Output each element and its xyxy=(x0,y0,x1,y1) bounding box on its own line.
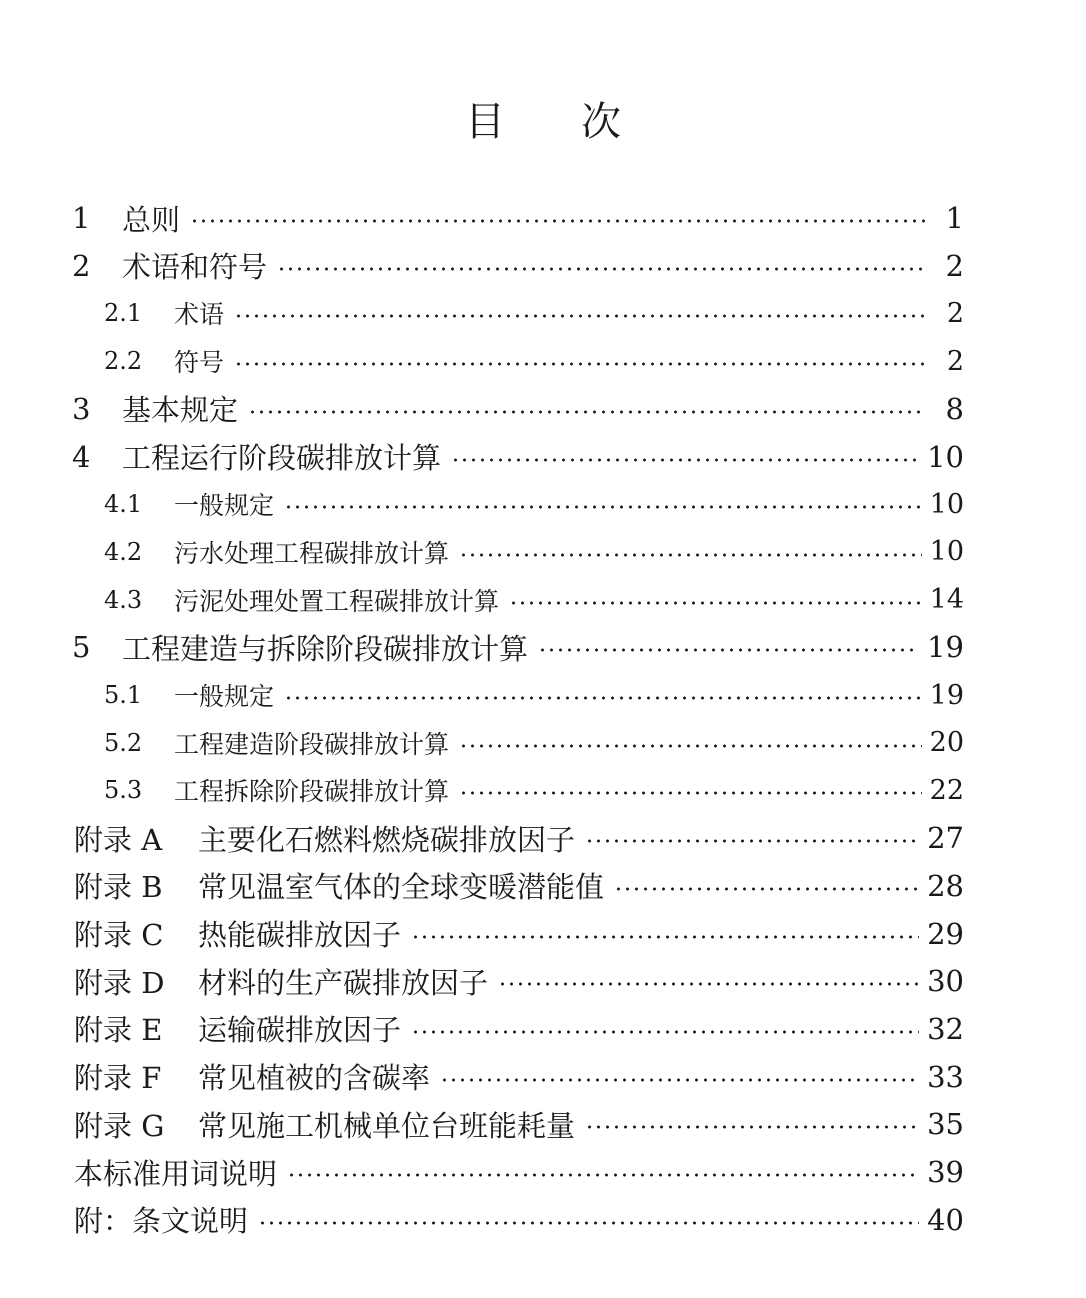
toc-entry-page: 19 xyxy=(927,630,964,665)
toc-entry-label: 常见温室气体的全球变暖潜能值 xyxy=(198,870,605,905)
toc-dot-leader xyxy=(459,744,922,748)
toc-entry[interactable] xyxy=(104,530,964,574)
toc-entry-page: 28 xyxy=(927,868,964,903)
toc-entry-number: 5 xyxy=(72,630,91,665)
toc-entry-label: 附：条文说明 xyxy=(74,1204,249,1239)
toc-entry-page: 29 xyxy=(927,916,964,951)
toc-dot-leader xyxy=(585,1125,919,1129)
toc-entry-number: 附录 F xyxy=(74,1061,162,1096)
toc-entry-label: 常见施工机械单位台班能耗量 xyxy=(198,1108,576,1143)
toc-dot-leader xyxy=(284,505,922,509)
toc-entry[interactable] xyxy=(72,387,964,431)
toc-entry[interactable] xyxy=(72,196,964,240)
toc-entry-label: 总则 xyxy=(122,202,181,237)
toc-entry-number: 5.2 xyxy=(104,728,143,757)
toc-entry-page: 35 xyxy=(927,1107,964,1142)
toc-entry-number: 5.3 xyxy=(104,776,143,805)
toc-entry-label: 符号 xyxy=(174,348,225,378)
page-title xyxy=(0,96,1086,148)
toc-entry-label: 一般规定 xyxy=(174,682,275,711)
toc-entry-number: 1 xyxy=(72,201,91,235)
toc-entry[interactable] xyxy=(104,721,964,765)
toc-entry-page: 22 xyxy=(929,774,964,806)
toc-entry[interactable] xyxy=(104,768,964,812)
toc-entry-label: 术语 xyxy=(174,300,225,330)
toc-dot-leader xyxy=(451,458,919,462)
toc-entry-page: 39 xyxy=(927,1155,964,1189)
toc-dot-leader xyxy=(411,1030,919,1034)
toc-entry-page: 32 xyxy=(927,1011,964,1046)
toc-dot-leader xyxy=(248,410,926,414)
toc-entry[interactable] xyxy=(74,1198,964,1242)
toc-entry[interactable] xyxy=(74,959,964,1003)
toc-entry-label: 本标准用词说明 xyxy=(74,1156,278,1191)
toc-entry-page: 14 xyxy=(929,584,964,616)
toc-entry-number: 附录 G xyxy=(74,1108,165,1143)
toc-entry-label: 工程运行阶段碳排放计算 xyxy=(122,441,442,475)
toc-entry[interactable] xyxy=(104,578,964,622)
toc-entry[interactable] xyxy=(72,435,964,479)
toc-entry-page: 10 xyxy=(929,536,964,568)
toc-entry-label: 污水处理工程碳排放计算 xyxy=(174,538,450,568)
toc-entry-number: 4.1 xyxy=(104,490,143,519)
toc-entry-number: 附录 A xyxy=(74,822,163,857)
toc-entry-label: 材料的生产碳排放因子 xyxy=(198,965,489,1000)
toc-entry-number: 附录 D xyxy=(74,965,165,1000)
toc-dot-leader xyxy=(614,887,919,891)
toc-entry-number: 2.2 xyxy=(104,347,143,376)
toc-entry[interactable] xyxy=(104,482,964,526)
toc-entry-page: 2 xyxy=(945,248,964,283)
toc-entry-number: 4 xyxy=(72,439,91,474)
toc-entry-page: 20 xyxy=(929,727,964,759)
toc-entry-page: 8 xyxy=(945,391,964,426)
toc-entry-label: 工程建造阶段碳排放计算 xyxy=(174,729,450,759)
toc-entry-page: 33 xyxy=(927,1059,964,1094)
toc-entry-label: 术语和符号 xyxy=(122,250,268,285)
toc-dot-leader xyxy=(287,1173,919,1177)
toc-entry[interactable] xyxy=(74,1102,964,1146)
toc-entry[interactable] xyxy=(74,816,964,860)
toc-entry-page: 2 xyxy=(946,297,964,329)
toc-entry-page: 10 xyxy=(927,439,964,474)
toc-entry-number: 2 xyxy=(72,248,91,283)
toc-entry-label: 基本规定 xyxy=(122,393,239,428)
toc-entry-number: 3 xyxy=(72,391,91,426)
toc-entry-number: 4.2 xyxy=(104,537,143,566)
toc-entry-label: 运输碳排放因子 xyxy=(198,1013,402,1048)
toc-entry-label: 污泥处理处置工程碳排放计算 xyxy=(174,586,500,616)
toc-entry[interactable] xyxy=(74,864,964,908)
toc-entry[interactable] xyxy=(74,1055,964,1099)
toc-dot-leader xyxy=(440,1078,919,1082)
toc-entry[interactable] xyxy=(72,625,964,669)
toc-dot-leader xyxy=(284,696,922,700)
toc-entry-page: 10 xyxy=(929,488,964,520)
toc-entry-page: 2 xyxy=(946,345,964,377)
toc-entry-label: 热能碳排放因子 xyxy=(198,918,402,952)
toc-dot-leader xyxy=(277,267,926,271)
toc-entry[interactable] xyxy=(74,1150,964,1194)
toc-dot-leader xyxy=(498,982,919,986)
toc-entry[interactable] xyxy=(104,339,964,383)
toc-entry-label: 工程拆除阶段碳排放计算 xyxy=(174,777,450,807)
toc-dot-leader xyxy=(234,362,926,366)
toc-entry-page: 40 xyxy=(927,1202,964,1237)
toc-entry[interactable] xyxy=(74,912,964,956)
toc-dot-leader xyxy=(459,553,922,557)
toc-dot-leader xyxy=(258,1221,919,1225)
toc-entry[interactable] xyxy=(104,673,964,717)
toc-dot-leader xyxy=(234,314,926,318)
title-char-2: 次 xyxy=(581,99,621,145)
toc-dot-leader xyxy=(538,648,919,652)
toc-entry-page: 19 xyxy=(929,679,964,711)
toc-entry[interactable] xyxy=(74,1007,964,1051)
toc-entry-label: 工程建造与拆除阶段碳排放计算 xyxy=(122,631,529,666)
toc-dot-leader xyxy=(411,935,919,939)
toc-entry[interactable] xyxy=(72,244,964,288)
title-char-1: 目 xyxy=(465,99,505,145)
toc-dot-leader xyxy=(585,839,919,843)
toc-entry-label: 一般规定 xyxy=(174,491,275,521)
toc-entry-label: 主要化石燃料燃烧碳排放因子 xyxy=(198,822,576,857)
toc-entry-page: 30 xyxy=(927,964,964,999)
toc-entry-number: 附录 C xyxy=(74,918,164,952)
toc-entry-number: 2.1 xyxy=(104,299,143,328)
toc-entry-label: 常见植被的含碳率 xyxy=(198,1061,431,1096)
toc-entry[interactable] xyxy=(104,291,964,335)
toc-entry-number: 4.3 xyxy=(104,585,143,614)
toc-dot-leader xyxy=(190,219,926,223)
toc-entry-number: 附录 B xyxy=(74,870,163,905)
toc-entry-number: 附录 E xyxy=(74,1013,163,1048)
toc-dot-leader xyxy=(459,791,922,795)
toc-dot-leader xyxy=(509,601,922,605)
toc-entry-page: 1 xyxy=(945,201,964,235)
toc-entry-page: 27 xyxy=(927,821,964,856)
toc-entry-number: 5.1 xyxy=(104,681,143,709)
